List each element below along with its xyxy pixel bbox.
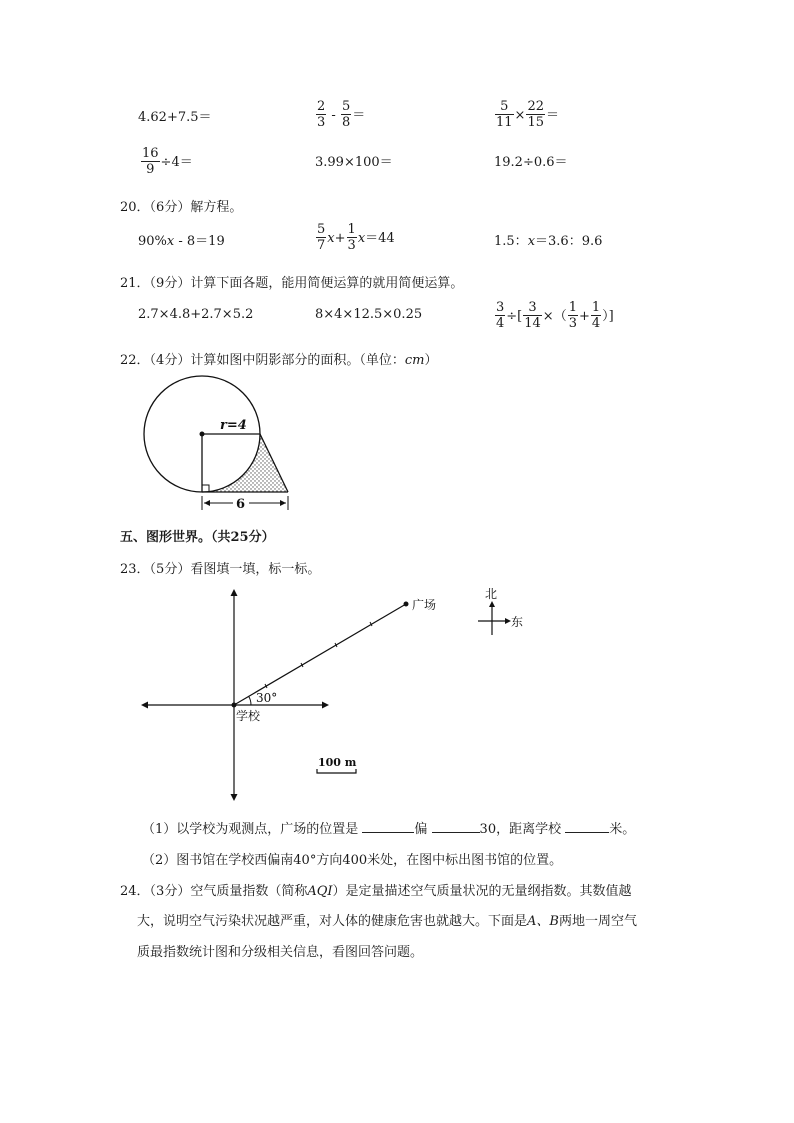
equation-2: $\frac{5}{7}$ x+ $\frac{1}{3}$ x＝44 xyxy=(317,222,395,253)
shaded-region xyxy=(202,434,288,492)
expression-1: 2.7×4.8+2.7×5.2 xyxy=(138,307,254,322)
calc-item-5: 3.99×100＝ xyxy=(315,155,393,170)
question-23-title: 23．（5分）看图填一填，标一标。 xyxy=(120,562,321,577)
question-21-title: 21．（9分）计算下面各题，能用简便运算的就用简便运算。 xyxy=(120,276,464,291)
calc-item-2: $\frac{2}{3}$ - $\frac{5}{8}$ ＝ xyxy=(317,99,366,130)
compass-north-label: 北 xyxy=(485,587,498,601)
expression-3: $\frac{3}{4}$ ÷[ $\frac{3}{14}$ ×（ $\frac{1}{3}$ + $\frac{1}{4}$ ）] xyxy=(496,300,614,331)
circle-shaded-figure xyxy=(130,372,300,512)
question-22-title: 22．（4分）计算如图中阴影部分的面积。（单位：cm） xyxy=(120,353,438,368)
base-label: 6 xyxy=(236,497,246,512)
position-map xyxy=(138,585,530,803)
section-5-title: 五、图形世界。（共25分） xyxy=(120,530,275,545)
plaza-label: 广场 xyxy=(412,598,437,612)
q24-line-2: 大，说明空气污染状况越严重，对人体的健康危害也就越大。下面是A、B两地一周空气 xyxy=(137,914,637,929)
radius-label: r=4 xyxy=(220,418,247,433)
equation-1: 90%x - 8＝19 xyxy=(138,234,225,249)
calc-item-1: 4.62+7.5＝ xyxy=(138,110,212,125)
calc-item-4: $\frac{16}{9}$ ÷4＝ xyxy=(142,146,193,177)
question-20-title: 20．（6分）解方程。 xyxy=(120,200,243,215)
scale-label: 100 m xyxy=(318,756,357,769)
q23-subquestion-1: （1）以学校为观测点，广场的位置是 偏 30，距离学校 米。 xyxy=(142,822,636,837)
q23-subquestion-2: （2）图书馆在学校西偏南40°方向400米处，在图中标出图书馆的位置。 xyxy=(142,853,563,868)
expression-2: 8×4×12.5×0.25 xyxy=(315,307,423,322)
equation-3: 1.5：x＝3.6：9.6 xyxy=(494,234,603,249)
q24-line-1: 24．（3分）空气质量指数（简称AQI）是定量描述空气质量状况的无量纲指数。其数值越 xyxy=(120,884,632,899)
q24-line-3: 质最指数统计图和分级相关信息，看图回答问题。 xyxy=(137,945,424,960)
compass-east-label: 东 xyxy=(511,615,524,629)
calc-item-3: $\frac{5}{11}$ × $\frac{22}{15}$ ＝ xyxy=(496,99,560,130)
angle-label: 30° xyxy=(256,691,278,705)
school-label: 学校 xyxy=(236,709,261,723)
calc-item-6: 19.2÷0.6＝ xyxy=(494,155,568,170)
